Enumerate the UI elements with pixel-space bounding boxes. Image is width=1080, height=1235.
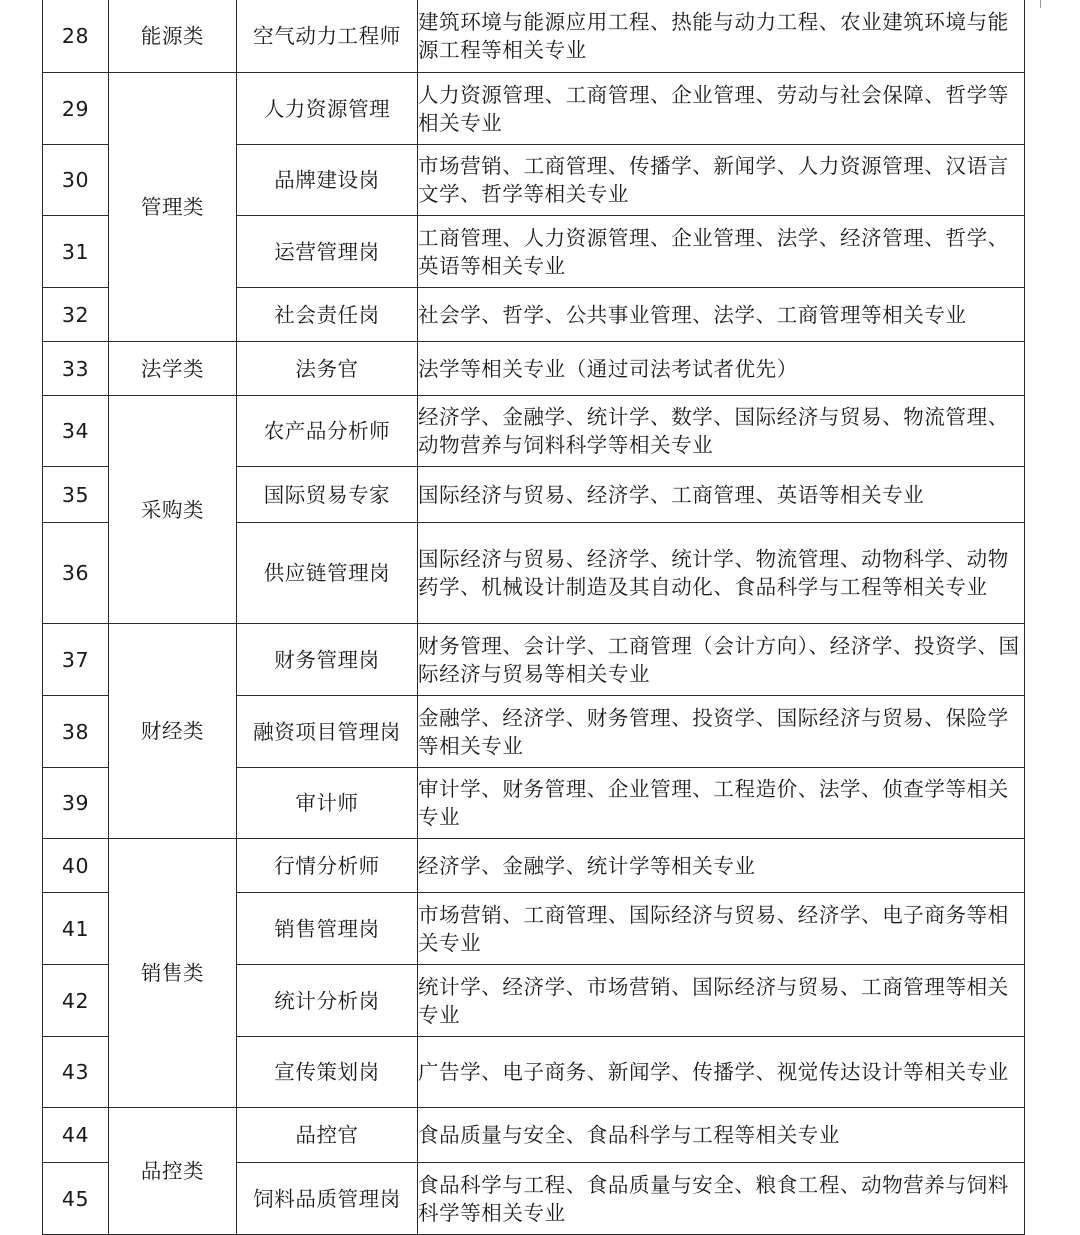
- row-number: 31: [43, 216, 109, 288]
- majors-cell: 食品科学与工程、食品质量与安全、粮食工程、动物营养与饲料科学等相关专业: [418, 1163, 1025, 1235]
- row-number: 38: [43, 696, 109, 768]
- position-cell: 品牌建设岗: [237, 145, 418, 216]
- majors-cell: 社会学、哲学、公共事业管理、法学、工商管理等相关专业: [418, 288, 1025, 342]
- row-number: 42: [43, 965, 109, 1037]
- position-cell: 宣传策划岗: [237, 1037, 418, 1108]
- majors-cell: 金融学、经济学、财务管理、投资学、国际经济与贸易、保险学等相关专业: [418, 696, 1025, 768]
- category-cell: 销售类: [109, 839, 237, 1108]
- position-cell: 法务官: [237, 342, 418, 396]
- majors-cell: 经济学、金融学、统计学等相关专业: [418, 839, 1025, 893]
- table-row: [43, 73, 1025, 145]
- majors-cell: 食品质量与安全、食品科学与工程等相关专业: [418, 1108, 1025, 1163]
- position-cell: 审计师: [237, 768, 418, 839]
- table-row: [43, 839, 1025, 893]
- row-number: 33: [43, 342, 109, 396]
- row-number: 45: [43, 1163, 109, 1235]
- position-cell: 国际贸易专家: [237, 467, 418, 523]
- job-majors-table: [42, 0, 1025, 1235]
- category-cell: 采购类: [109, 396, 237, 624]
- majors-cell: 审计学、财务管理、企业管理、工程造价、法学、侦查学等相关专业: [418, 768, 1025, 839]
- position-cell: 品控官: [237, 1108, 418, 1163]
- majors-cell: 建筑环境与能源应用工程、热能与动力工程、农业建筑环境与能源工程等相关专业: [418, 0, 1025, 73]
- row-number: 39: [43, 768, 109, 839]
- majors-cell: 市场营销、工商管理、国际经济与贸易、经济学、电子商务等相关专业: [418, 893, 1025, 965]
- category-cell: 财经类: [109, 624, 237, 839]
- position-cell: 饲料品质管理岗: [237, 1163, 418, 1235]
- position-cell: 供应链管理岗: [237, 523, 418, 624]
- majors-cell: 国际经济与贸易、经济学、工商管理、英语等相关专业: [418, 467, 1025, 523]
- majors-cell: 财务管理、会计学、工商管理（会计方向）、经济学、投资学、国际经济与贸易等相关专业: [418, 624, 1025, 696]
- majors-cell: 工商管理、人力资源管理、企业管理、法学、经济管理、哲学、英语等相关专业: [418, 216, 1025, 288]
- position-cell: 人力资源管理: [237, 73, 418, 145]
- category-cell: 能源类: [109, 0, 237, 73]
- row-number: 40: [43, 839, 109, 893]
- category-cell: 品控类: [109, 1108, 237, 1235]
- table-row: [43, 624, 1025, 696]
- table-row: [43, 1108, 1025, 1163]
- table-row: [43, 0, 1025, 73]
- row-number: 37: [43, 624, 109, 696]
- position-cell: 财务管理岗: [237, 624, 418, 696]
- table-row: [43, 342, 1025, 396]
- row-number: 41: [43, 893, 109, 965]
- position-cell: 空气动力工程师: [237, 0, 418, 73]
- category-cell: 法学类: [109, 342, 237, 396]
- majors-cell: 广告学、电子商务、新闻学、传播学、视觉传达设计等相关专业: [418, 1037, 1025, 1108]
- position-cell: 农产品分析师: [237, 396, 418, 467]
- majors-cell: 市场营销、工商管理、传播学、新闻学、人力资源管理、汉语言文学、哲学等相关专业: [418, 145, 1025, 216]
- row-number: 35: [43, 467, 109, 523]
- majors-cell: 法学等相关专业（通过司法考试者优先）: [418, 342, 1025, 396]
- position-cell: 社会责任岗: [237, 288, 418, 342]
- position-cell: 运营管理岗: [237, 216, 418, 288]
- majors-cell: 人力资源管理、工商管理、企业管理、劳动与社会保障、哲学等相关专业: [418, 73, 1025, 145]
- position-cell: 销售管理岗: [237, 893, 418, 965]
- majors-cell: 经济学、金融学、统计学、数学、国际经济与贸易、物流管理、动物营养与饲料科学等相关专业: [418, 396, 1025, 467]
- position-cell: 融资项目管理岗: [237, 696, 418, 768]
- majors-cell: 国际经济与贸易、经济学、统计学、物流管理、动物科学、动物药学、机械设计制造及其自动化、食品科学与工程等相关专业: [418, 523, 1025, 624]
- row-number: 32: [43, 288, 109, 342]
- row-number: 29: [43, 73, 109, 145]
- position-cell: 行情分析师: [237, 839, 418, 893]
- position-cell: 统计分析岗: [237, 965, 418, 1037]
- table-row: [43, 396, 1025, 467]
- row-number: 36: [43, 523, 109, 624]
- scroll-tick: [1040, 0, 1041, 8]
- majors-cell: 统计学、经济学、市场营销、国际经济与贸易、工商管理等相关专业: [418, 965, 1025, 1037]
- row-number: 43: [43, 1037, 109, 1108]
- category-cell: 管理类: [109, 73, 237, 342]
- row-number: 30: [43, 145, 109, 216]
- row-number: 28: [43, 0, 109, 73]
- row-number: 44: [43, 1108, 109, 1163]
- row-number: 34: [43, 396, 109, 467]
